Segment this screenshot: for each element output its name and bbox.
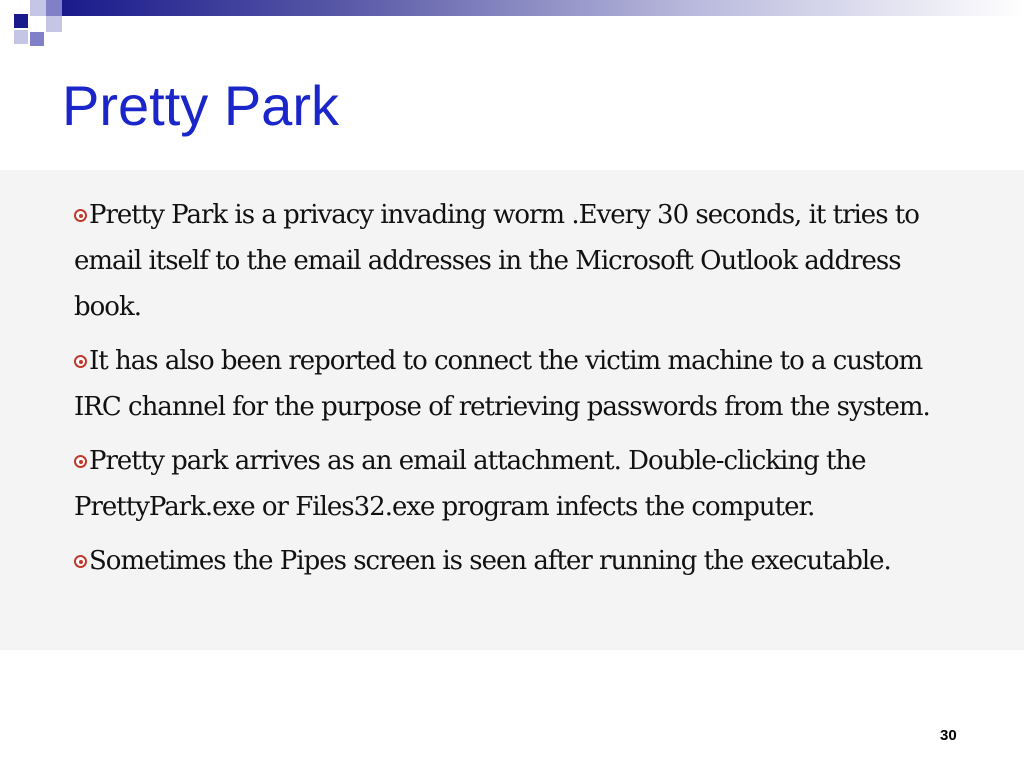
page-number: 30 (940, 727, 957, 744)
header-decoration-square (30, 32, 44, 46)
header-gradient-bar (62, 0, 1024, 16)
header-decoration-square (46, 0, 62, 16)
list-item (74, 338, 954, 430)
bullet-text: Pretty Park is a privacy invading worm .Every 30 seconds, it tries to email itself to the email addresses in the Microsoft Outlook address book. (74, 200, 919, 322)
list-item (74, 438, 954, 530)
header-decoration-square (46, 16, 62, 32)
bullet-circle-icon (74, 555, 87, 568)
slide-title: Pretty Park (62, 74, 339, 137)
bullet-text: Sometimes the Pipes screen is seen after running the executable. (89, 546, 891, 576)
list-item (74, 538, 954, 584)
header-decoration-square (14, 14, 28, 28)
bullet-text: It has also been reported to connect the victim machine to a custom IRC channel for the purpose of retrieving passwords from the system. (74, 346, 930, 422)
header-decoration-square (30, 0, 46, 16)
bullet-circle-icon (74, 455, 87, 468)
header-decoration-square (14, 30, 28, 44)
bullet-circle-icon (74, 209, 87, 222)
bullet-circle-icon (74, 355, 87, 368)
bullet-list (74, 192, 954, 592)
bullet-text: Pretty park arrives as an email attachment. Double-clicking the PrettyPark.exe or Files32.exe program infects the computer. (74, 446, 866, 522)
list-item (74, 192, 954, 330)
